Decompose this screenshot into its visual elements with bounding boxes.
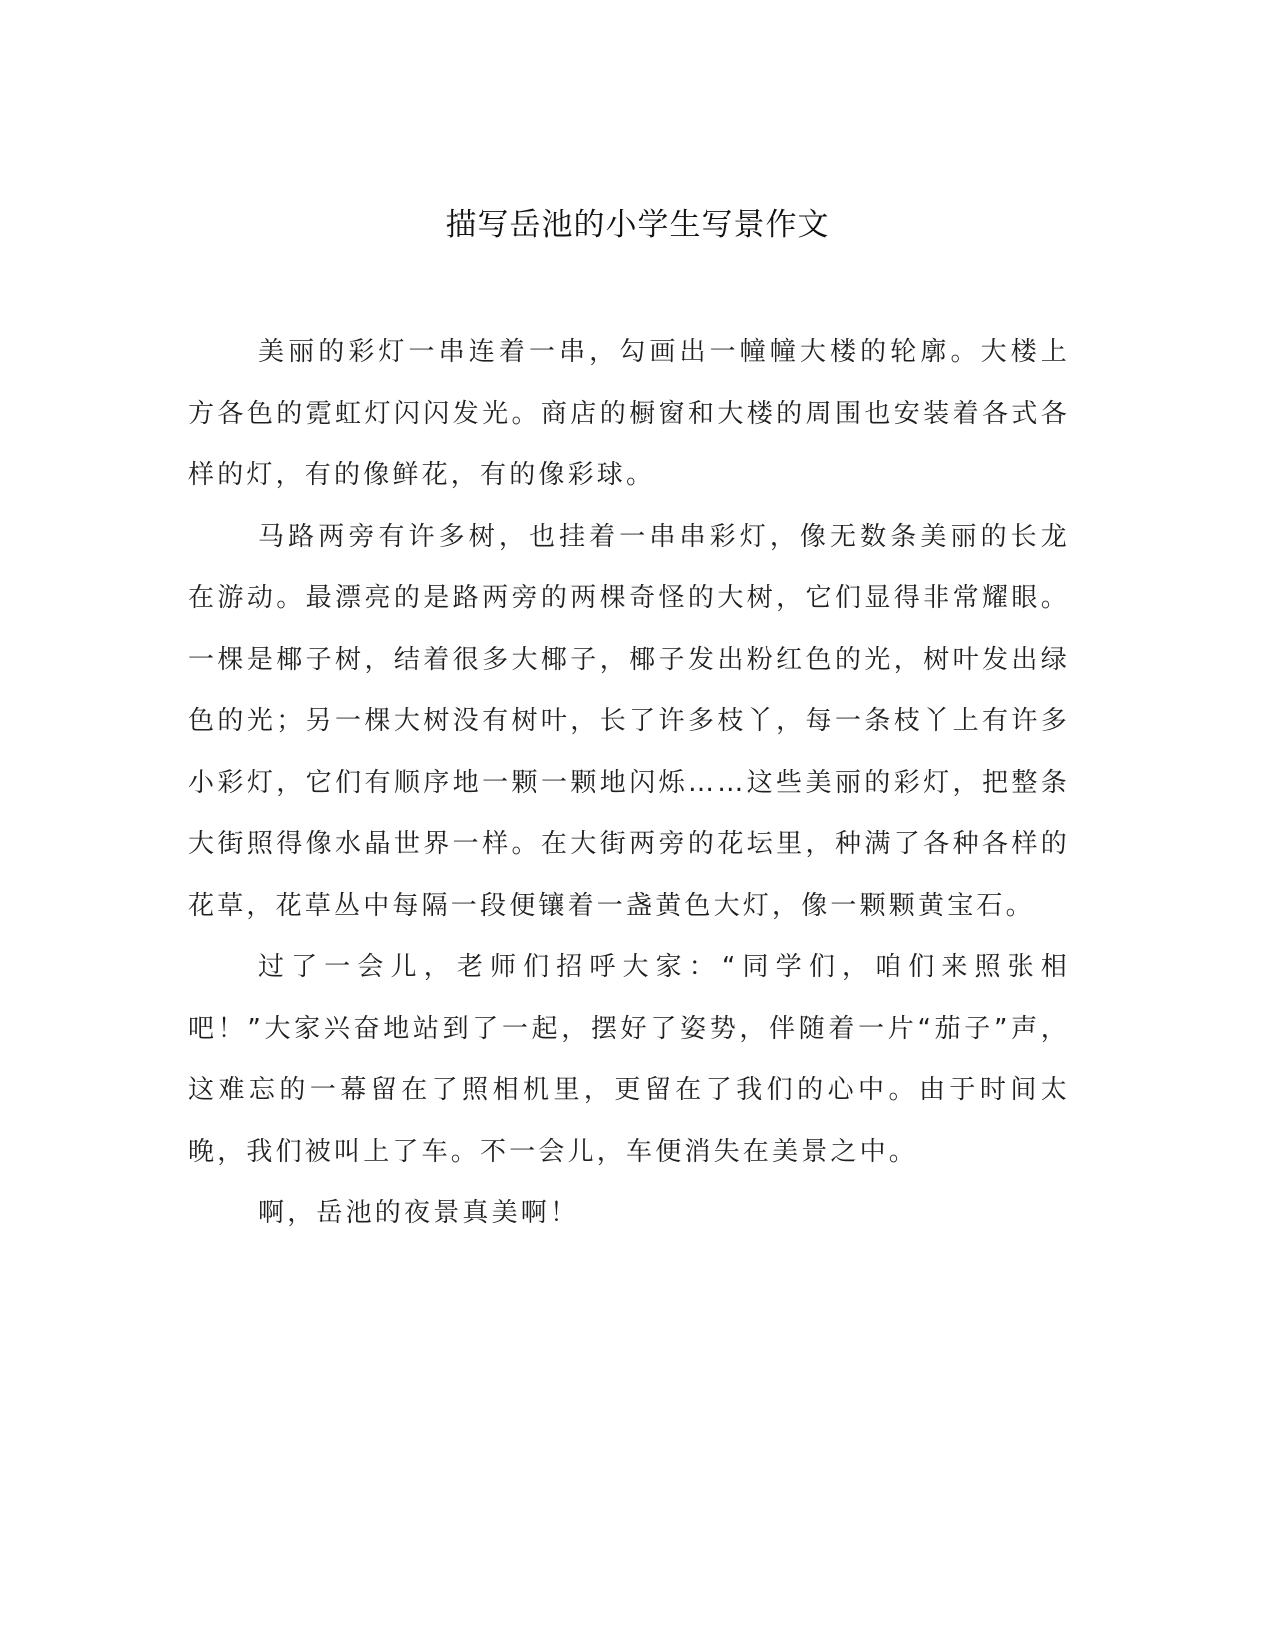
paragraph-2: 马路两旁有许多树，也挂着一串串彩灯，像无数条美丽的长龙在游动。最漂亮的是路两旁的两棵奇怪的大树，它们显得非常耀眼。一棵是椰子树，结着很多大椰子，椰子发出粉红色的光，树叶发出绿色的光；另一棵大树没有树叶，长了许多枝丫，每一条枝丫上有许多小彩灯，它们有顺序地一颗一颗地闪烁……这些美丽的彩灯，把整条大街照得像水晶世界一样。在大街两旁的花坛里，种满了各种各样的花草，花草丛中每隔一段便镶着一盏黄色大灯，像一颗颗黄宝石。: [188, 521, 1070, 921]
document-title: 描写岳池的小学生写景作文: [445, 207, 830, 243]
document-body: [188, 322, 1070, 1245]
paragraph-3: 过了一会儿，老师们招呼大家：“同学们，咱们来照张相吧！”大家兴奋地站到了一起，摆好了姿势，伴随着一片“茄子”声，这难忘的一幕留在了照相机里，更留在了我们的心中。由于时间太晚，我们被叫上了车。不一会儿，车便消失在美景之中。: [188, 952, 1070, 1167]
paragraph-1: 美丽的彩灯一串连着一串，勾画出一幢幢大楼的轮廓。大楼上方各色的霓虹灯闪闪发光。商店的橱窗和大楼的周围也安装着各式各样的灯，有的像鲜花，有的像彩球。: [188, 337, 1070, 490]
paragraph-4: 啊，岳池的夜景真美啊！: [258, 1198, 580, 1228]
